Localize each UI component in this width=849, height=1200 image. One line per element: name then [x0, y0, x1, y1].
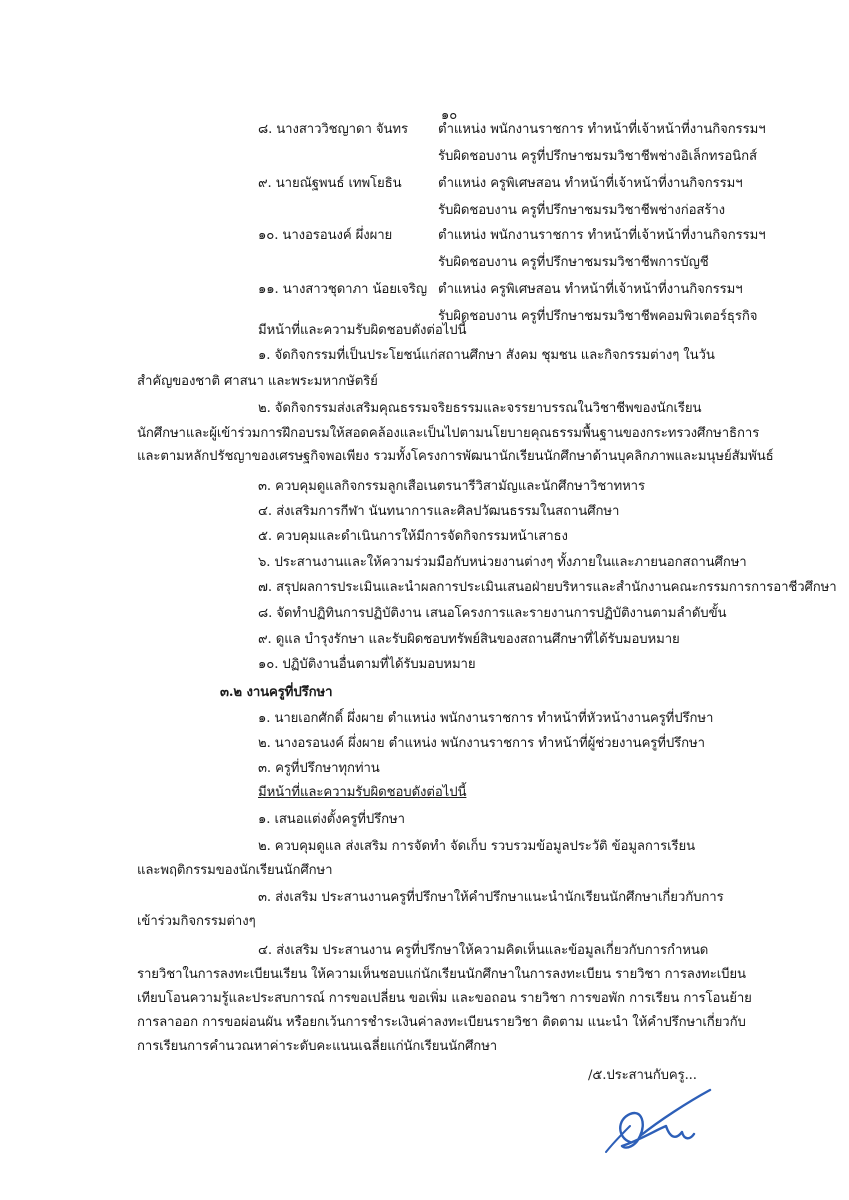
- duty-9: ๙. ดูแล บำรุงรักษา และรับผิดชอบทรัพย์สินของสถานศึกษาที่ได้รับมอบหมาย: [258, 632, 680, 647]
- section-3-2-duty-4-line5: การเรียนการคำนวณหาค่าระดับคะแนนเฉลี่ยแก่นักเรียนนักศึกษา: [137, 1039, 498, 1054]
- duty-1-line1: ๑. จัดกิจกรรมที่เป็นประโยชน์แก่สถานศึกษา สังคม ชุมชน และกิจกรรมต่างๆ ในวัน: [258, 348, 715, 363]
- staff-role-8-line1: ตำแหน่ง พนักงานราชการ ทำหน้าที่เจ้าหน้าที่งานกิจกรรมฯ: [438, 122, 766, 137]
- section-3-2-heading: ๓.๒ งานครูที่ปรึกษา: [220, 685, 333, 700]
- staff-role-10-line2: รับผิดชอบงาน ครูที่ปรึกษาชมรมวิชาชีพการบัญชี: [438, 255, 709, 270]
- section-3-2-member-2: ๒. นางอรอนงค์ ผึ่งผาย ตำแหน่ง พนักงานราชการ ทำหน้าที่ผู้ช่วยงานครูที่ปรึกษา: [258, 736, 705, 751]
- section-3-2-member-1: ๑. นายเอกศักดิ์ ผึ่งผาย ตำแหน่ง พนักงานราชการ ทำหน้าที่หัวหน้างานครูที่ปรึกษา: [258, 711, 714, 726]
- staff-role-11-line2: รับผิดชอบงาน ครูที่ปรึกษาชมรมวิชาชีพคอมพิวเตอร์ธุรกิจ: [438, 309, 758, 324]
- section-3-2-duty-4-line4: การลาออก การขอผ่อนผัน หรือยกเว้นการชำระเงินค่าลงทะเบียนรายวิชา ติดตาม แนะนำ ให้คำปรึกษาเกี่ยวกับ: [137, 1015, 746, 1030]
- staff-name-8: ๘. นางสาววิชญาดา จันทร: [258, 122, 408, 137]
- duties-heading: มีหน้าที่และความรับผิดชอบดังต่อไปนี้: [258, 323, 467, 338]
- duty-5: ๕. ควบคุมและดำเนินการให้มีการจัดกิจกรรมหน้าเสาธง: [258, 529, 568, 544]
- section-3-2-duty-4-line3: เทียบโอนความรู้และประสบการณ์ การขอเปลี่ยน ขอเพิ่ม และขอถอน รายวิชา การขอพัก การเรียน การโอนย้าย: [137, 991, 752, 1006]
- section-3-2-duty-3-line2: เข้าร่วมกิจกรรมต่างๆ: [137, 914, 256, 929]
- staff-role-9-line1: ตำแหน่ง ครูพิเศษสอน ทำหน้าที่เจ้าหน้าที่งานกิจกรรมฯ: [438, 176, 743, 191]
- staff-role-10-line1: ตำแหน่ง พนักงานราชการ ทำหน้าที่เจ้าหน้าที่งานกิจกรรมฯ: [438, 228, 766, 243]
- page-number: ๑๐: [441, 108, 458, 123]
- staff-name-10: ๑๐. นางอรอนงค์ ผึ่งผาย: [258, 228, 393, 243]
- section-3-2-duty-2-line1: ๒. ควบคุมดูแล ส่งเสริม การจัดทำ จัดเก็บ รวบรวมข้อมูลประวัติ ข้อมูลการเรียน: [258, 839, 696, 854]
- section-3-2-duty-4-line1: ๔. ส่งเสริม ประสานงาน ครูที่ปรึกษาให้ความคิดเห็นและข้อมูลเกี่ยวกับการกำหนด: [258, 943, 709, 958]
- duty-2-line3: และตามหลักปรัชญาของเศรษฐกิจพอเพียง รวมทั้งโครงการพัฒนานักเรียนนักศึกษาด้านบุคลิกภาพและมนุษย์สัมพันธ์: [137, 449, 774, 464]
- duty-3: ๓. ควบคุมดูแลกิจกรรมลูกเสือเนตรนารีวิสามัญและนักศึกษาวิชาทหาร: [258, 479, 645, 494]
- duty-1-line2: สำคัญของชาติ ศาสนา และพระมหากษัตริย์: [137, 374, 378, 389]
- section-3-2-duty-3-line1: ๓. ส่งเสริม ประสานงานครูที่ปรึกษาให้คำปรึกษาแนะนำนักเรียนนักศึกษาเกี่ยวกับการ: [258, 890, 724, 905]
- duty-10: ๑๐. ปฏิบัติงานอื่นตามที่ได้รับมอบหมาย: [258, 657, 476, 672]
- handwritten-signature-icon: [600, 1080, 720, 1160]
- section-3-2-duties-heading: มีหน้าที่และความรับผิดชอบดังต่อไปนี้: [258, 785, 467, 800]
- staff-name-11: ๑๑. นางสาวชุดาภา น้อยเจริญ: [258, 282, 427, 297]
- continuation-note: /๕.ประสานกับครู...: [588, 1068, 697, 1083]
- duty-7: ๗. สรุปผลการประเมินและนำผลการประเมินเสนอฝ่ายบริหารและสำนักงานคณะกรรมการการอาชีวศึกษา: [258, 580, 837, 595]
- section-3-2-duty-2-line2: และพฤติกรรมของนักเรียนนักศึกษา: [137, 863, 333, 878]
- duty-4: ๔. ส่งเสริมการกีฬา นันทนาการและศิลปวัฒนธรรมในสถานศึกษา: [258, 504, 620, 519]
- staff-role-8-line2: รับผิดชอบงาน ครูที่ปรึกษาชมรมวิชาชีพช่างอิเล็กทรอนิกส์: [438, 149, 757, 164]
- duty-6: ๖. ประสานงานและให้ความร่วมมือกับหน่วยงานต่างๆ ทั้งภายในและภายนอกสถานศึกษา: [258, 555, 747, 570]
- duty-2-line2: นักศึกษาและผู้เข้าร่วมการฝึกอบรมให้สอดคล้องและเป็นไปตามนโยบายคุณธรรมพื้นฐานของกระทรวงศึกษาธิการ: [137, 426, 760, 441]
- duty-8: ๘. จัดทำปฏิทินการปฏิบัติงาน เสนอโครงการและรายงานการปฏิบัติงานตามลำดับขั้น: [258, 606, 727, 621]
- staff-name-9: ๙. นายณัฐพนธ์ เทพโยธิน: [258, 176, 402, 191]
- staff-role-11-line1: ตำแหน่ง ครูพิเศษสอน ทำหน้าที่เจ้าหน้าที่งานกิจกรรมฯ: [438, 282, 743, 297]
- section-3-2-member-3: ๓. ครูที่ปรึกษาทุกท่าน: [258, 761, 380, 776]
- section-3-2-duty-1: ๑. เสนอแต่งตั้งครูที่ปรึกษา: [258, 812, 405, 827]
- duty-2-line1: ๒. จัดกิจกรรมส่งเสริมคุณธรรมจริยธรรมและจรรยาบรรณในวิชาชีพของนักเรียน: [258, 401, 702, 416]
- section-3-2-duty-4-line2: รายวิชาในการลงทะเบียนเรียน ให้ความเห็นชอบแก่นักเรียนนักศึกษาในการลงทะเบียน รายวิชา การลงทะเบียน: [137, 967, 746, 982]
- staff-role-9-line2: รับผิดชอบงาน ครูที่ปรึกษาชมรมวิชาชีพช่างก่อสร้าง: [438, 203, 725, 218]
